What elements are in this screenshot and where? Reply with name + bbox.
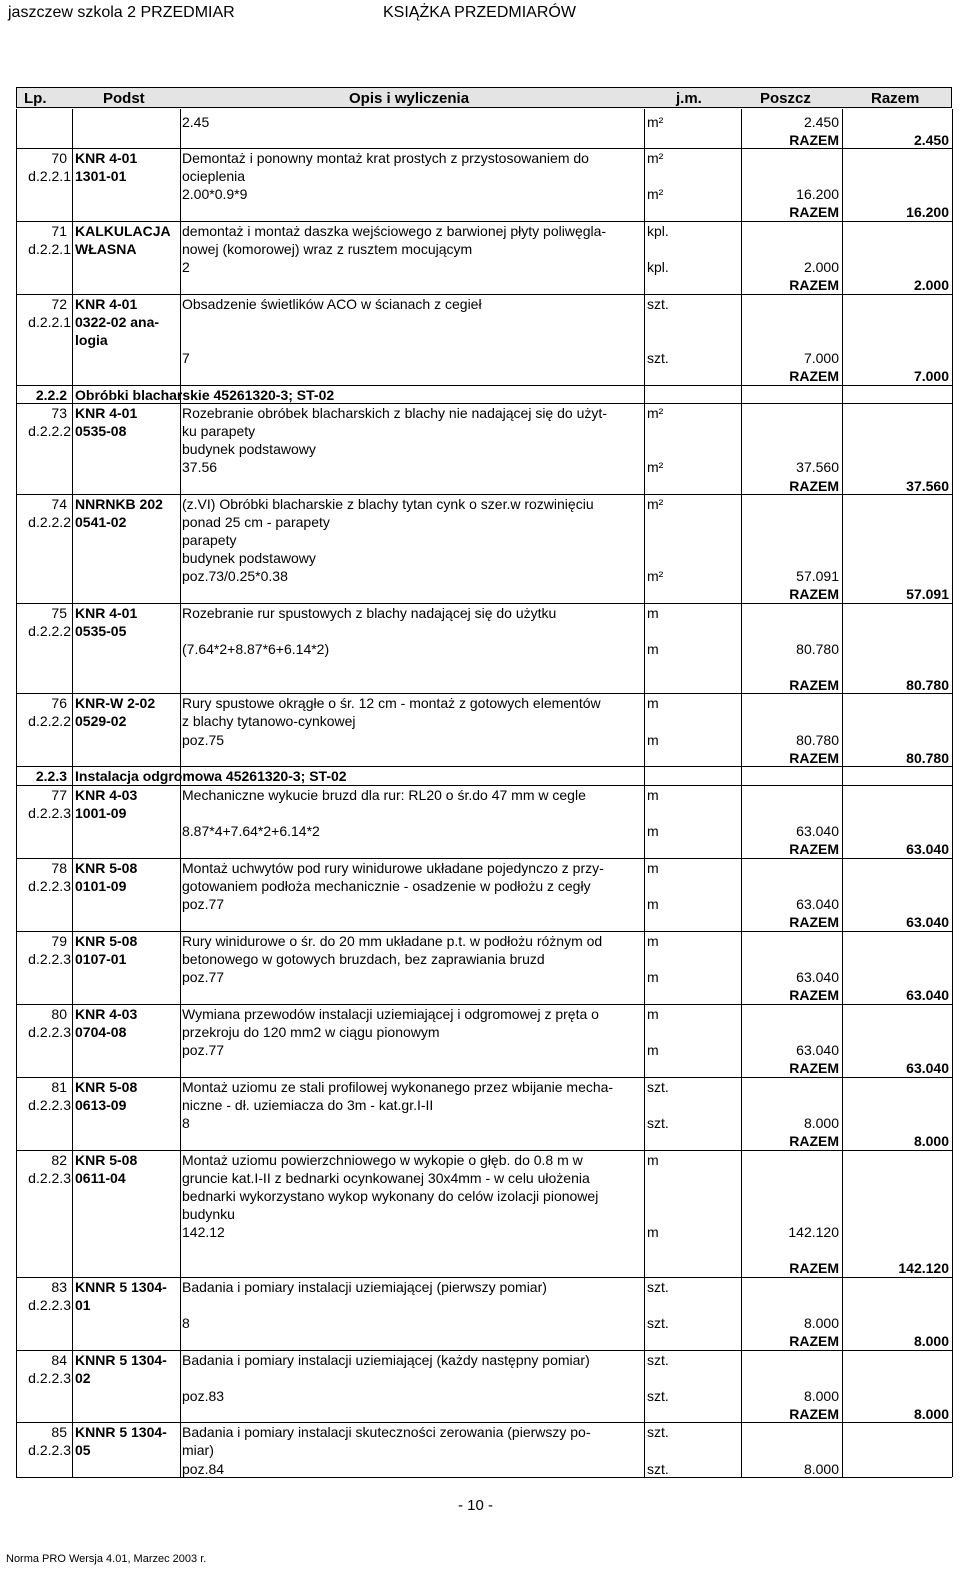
item-basis: KNNR 5 1304- [75,1424,167,1440]
item-unit: kpl. [647,223,669,239]
item-basis: KNR 4-01 [75,296,138,312]
item-description: ku parapety [182,423,256,439]
calc-unit: kpl. [647,259,669,275]
item-basis: KNR 4-03 [75,787,138,803]
item-code: d.2.2.2 [28,514,71,530]
calc-expression: poz.77 [182,896,225,912]
razem-label: RAZEM [789,1060,839,1076]
col-jm: j.m. [676,90,702,107]
calc-expression: 8 [182,1115,190,1131]
column-divider [741,109,742,1477]
col-razem: Razem [871,90,920,107]
item-code: d.2.2.3 [28,805,71,821]
item-description: gotowaniem podłoża mechanicznie - osadzenie w podłożu z cegły [182,878,591,894]
item-basis: 1001-09 [75,805,127,821]
razem-total: 37.560 [906,478,949,494]
item-description: Wymiana przewodów instalacji uziemiającej i odgromowej z pręta o [182,1006,599,1022]
document-header-company: jaszczew szkola 2 PRZEDMIAR [8,4,235,21]
item-description: Montaż uziomu powierzchniowego w wykopie o głęb. do 0.8 m w [182,1152,583,1168]
item-basis: 1301-01 [75,168,127,184]
razem-total: 63.040 [906,987,949,1003]
item-description: parapety [182,532,237,548]
calc-expression: poz.75 [182,732,225,748]
item-description: z blachy tytanowo-cynkowej [182,713,356,729]
table-bottom-border [16,1477,952,1478]
razem-label: RAZEM [789,1260,839,1276]
item-description: niczne - dł. uziemiacza do 3m - kat.gr.I-II [182,1097,434,1113]
calc-unit: m [647,896,659,912]
item-code: d.2.2.1 [28,241,71,257]
item-unit: szt. [647,1079,669,1095]
item-unit: m [647,1006,659,1022]
calc-value: 57.091 [796,568,839,584]
item-unit: m [647,933,659,949]
item-description: miar) [182,1442,214,1458]
calc-expression: (7.64*2+8.87*6+6.14*2) [182,641,330,657]
razem-label: RAZEM [789,1133,839,1149]
item-description: Rury winidurowe o śr. do 20 mm układane p.t. w podłożu różnym od [182,933,603,949]
item-unit: szt. [647,1352,669,1368]
item-description: (z.VI) Obróbki blacharskie z blachy tytan cynk o szer.w rozwinięciu [182,496,594,512]
item-unit: m² [647,496,664,512]
item-number: 83 [51,1279,67,1295]
razem-label: RAZEM [789,368,839,384]
calc-unit: szt. [647,1388,669,1404]
razem-total: 63.040 [906,1060,949,1076]
calc-expression: poz.84 [182,1461,225,1477]
calc-value: 80.780 [796,641,839,657]
item-number: 75 [51,605,67,621]
table-column-header [16,87,952,108]
item-basis: 0541-02 [75,514,127,530]
document-header-title: KSIĄŻKA PRZEDMIARÓW [383,4,576,21]
col-podst: Podst [103,90,145,107]
item-number: 80 [51,1006,67,1022]
item-basis: KALKULACJA [75,223,171,239]
calc-expression: poz.77 [182,1042,225,1058]
item-description: budynek podstawowy [182,550,316,566]
item-description: Rury spustowe okrągłe o śr. 12 cm - montaż z gotowych elementów [182,695,601,711]
section-title: Instalacja odgromowa 45261320-3; ST-02 [75,768,347,784]
item-number: 85 [51,1424,67,1440]
section-code: 2.2.2 [35,387,67,403]
calc-unit: m [647,641,659,657]
item-basis: 05 [75,1442,91,1458]
item-description: bednarki wykorzystano wykop wykonany do celów izolacji pionowej [182,1188,599,1204]
razem-total: 80.780 [906,750,949,766]
item-basis: logia [75,332,108,348]
item-basis: 02 [75,1370,91,1386]
calc-unit: m² [647,114,664,130]
razem-label: RAZEM [789,132,839,148]
razem-total: 8.000 [913,1133,949,1149]
item-unit: szt. [647,1279,669,1295]
razem-total: 2.000 [913,277,949,293]
calc-value: 80.780 [796,732,839,748]
item-unit: m [647,787,659,803]
item-basis: WŁASNA [75,241,137,257]
item-description: ponad 25 cm - parapety [182,514,330,530]
item-code: d.2.2.2 [28,713,71,729]
item-description: demontaż i montaż daszka wejściowego z barwionej płyty poliwęgla- [182,223,607,239]
item-unit: m² [647,150,664,166]
calc-unit: szt. [647,1315,669,1331]
item-basis: 0101-09 [75,878,127,894]
calc-value: 63.040 [796,896,839,912]
item-unit: m [647,1152,659,1168]
calc-value: 142.120 [788,1224,839,1240]
calc-expression: poz.77 [182,969,225,985]
razem-label: RAZEM [789,914,839,930]
calc-unit: m² [647,568,664,584]
item-description: betonowego w gotowych bruzdach, bez zaprawiania bruzd [182,951,545,967]
item-description: gruncie kat.I-II z bednarki ocynkowanej 30x4mm - w celu ułożenia [182,1170,590,1186]
razem-label: RAZEM [789,750,839,766]
calc-unit: m² [647,459,664,475]
column-divider [180,109,181,1477]
item-description: Demontaż i ponowny montaż krat prostych z przystosowaniem do [182,150,589,166]
item-number: 74 [51,496,67,512]
razem-label: RAZEM [789,1406,839,1422]
item-number: 84 [51,1352,67,1368]
item-basis: KNR 4-01 [75,150,138,166]
item-code: d.2.2.3 [28,1297,71,1313]
calc-expression: 8.87*4+7.64*2+6.14*2 [182,823,320,839]
item-number: 73 [51,405,67,421]
item-unit: szt. [647,1424,669,1440]
item-basis: 0535-08 [75,423,127,439]
calc-unit: szt. [647,350,669,366]
calc-unit: m [647,732,659,748]
item-basis: KNR 4-01 [75,605,138,621]
razem-total: 57.091 [906,586,949,602]
razem-total: 80.780 [906,677,949,693]
item-description: Rozebranie obróbek blacharskich z blachy nie nadającej się do użyt- [182,405,607,421]
col-poszcz: Poszcz [760,90,811,107]
item-code: d.2.2.3 [28,1370,71,1386]
item-number: 79 [51,933,67,949]
razem-total: 8.000 [913,1333,949,1349]
item-unit: m [647,605,659,621]
column-divider [644,109,645,1477]
calc-value: 63.040 [796,823,839,839]
item-basis: 01 [75,1297,91,1313]
item-number: 81 [51,1079,67,1095]
calc-expression: 8 [182,1315,190,1331]
item-number: 70 [51,150,67,166]
item-unit: m [647,695,659,711]
item-code: d.2.2.3 [28,951,71,967]
razem-label: RAZEM [789,1333,839,1349]
item-description: Badania i pomiary instalacji uziemiającej (każdy następny pomiar) [182,1352,590,1368]
razem-total: 63.040 [906,841,949,857]
item-number: 77 [51,787,67,803]
razem-label: RAZEM [789,841,839,857]
item-basis: 0613-09 [75,1097,127,1113]
calc-unit: m² [647,186,664,202]
calc-value: 2.000 [803,259,839,275]
calc-value: 37.560 [796,459,839,475]
razem-total: 8.000 [913,1406,949,1422]
item-basis: KNR-W 2-02 [75,695,156,711]
razem-total: 2.450 [913,132,949,148]
calc-unit: m [647,1224,659,1240]
item-code: d.2.2.3 [28,1170,71,1186]
item-unit: szt. [647,296,669,312]
razem-label: RAZEM [789,677,839,693]
item-basis: 0535-05 [75,623,127,639]
item-basis: 0107-01 [75,951,127,967]
calc-expression: 2 [182,259,190,275]
calc-unit: m [647,969,659,985]
calc-expression: 37.56 [182,459,218,475]
column-divider [72,109,73,1477]
section-code: 2.2.3 [35,768,67,784]
item-code: d.2.2.3 [28,878,71,894]
item-code: d.2.2.3 [28,1024,71,1040]
calc-expression: poz.83 [182,1388,225,1404]
calc-expression: 142.12 [182,1224,225,1240]
item-basis: 0529-02 [75,713,127,729]
item-basis: 0704-08 [75,1024,127,1040]
item-unit: m [647,860,659,876]
razem-total: 63.040 [906,914,949,930]
razem-total: 7.000 [913,368,949,384]
col-lp: Lp. [24,90,47,107]
calc-unit: m [647,1042,659,1058]
calc-value: 8.000 [803,1461,839,1477]
item-code: d.2.2.3 [28,1097,71,1113]
section-title: Obróbki blacharskie 45261320-3; ST-02 [75,387,335,403]
item-number: 82 [51,1152,67,1168]
calc-expression: 7 [182,350,190,366]
item-description: Montaż uziomu ze stali profilowej wykonanego przez wbijanie mecha- [182,1079,614,1095]
item-description: Badania i pomiary instalacji skuteczności zerowania (pierwszy po- [182,1424,591,1440]
item-code: d.2.2.1 [28,314,71,330]
calc-unit: m [647,823,659,839]
razem-label: RAZEM [789,586,839,602]
calc-expression: poz.73/0.25*0.38 [182,568,288,584]
column-divider [952,109,953,1477]
item-code: d.2.2.1 [28,168,71,184]
item-description: budynku [182,1206,235,1222]
razem-total: 16.200 [906,204,949,220]
item-basis: KNR 4-01 [75,405,138,421]
razem-label: RAZEM [789,204,839,220]
item-basis: 0611-04 [75,1170,126,1186]
calc-value: 63.040 [796,1042,839,1058]
item-description: Badania i pomiary instalacji uziemiającej (pierwszy pomiar) [182,1279,547,1295]
calc-value: 63.040 [796,969,839,985]
calc-value: 8.000 [803,1315,839,1331]
item-basis: KNR 5-08 [75,1152,138,1168]
item-basis: KNR 5-08 [75,860,138,876]
item-description: Montaż uchwytów pod rury winidurowe układane pojedynczo z przy- [182,860,604,876]
page-number: - 10 - [458,1497,494,1514]
item-description: nowej (komorowej) wraz z rusztem mocującym [182,241,473,257]
item-number: 78 [51,860,67,876]
item-description: budynek podstawowy [182,441,316,457]
item-basis: KNR 5-08 [75,933,138,949]
item-description: ocieplenia [182,168,246,184]
calc-value: 8.000 [803,1115,839,1131]
item-unit: m² [647,405,664,421]
item-basis: KNNR 5 1304- [75,1279,167,1295]
razem-label: RAZEM [789,277,839,293]
razem-label: RAZEM [789,987,839,1003]
item-code: d.2.2.2 [28,623,71,639]
item-number: 76 [51,695,67,711]
calc-expression: 2.45 [182,114,210,130]
razem-total: 142.120 [898,1260,949,1276]
item-basis: NNRNKB 202 [75,496,163,512]
calc-value: 8.000 [803,1388,839,1404]
item-basis: KNR 4-03 [75,1006,138,1022]
calc-value: 16.200 [796,186,839,202]
item-number: 72 [51,296,67,312]
item-basis: 0322-02 ana- [75,314,160,330]
item-description: Obsadzenie świetlików ACO w ścianach z cegieł [182,296,482,312]
calc-unit: szt. [647,1461,669,1477]
calc-expression: 2.00*0.9*9 [182,186,248,202]
item-description: Rozebranie rur spustowych z blachy nadającej się do użytku [182,605,557,621]
item-code: d.2.2.3 [28,1442,71,1458]
calc-unit: szt. [647,1115,669,1131]
item-basis: KNNR 5 1304- [75,1352,167,1368]
item-code: d.2.2.2 [28,423,71,439]
item-number: 71 [51,223,67,239]
item-description: Mechaniczne wykucie bruzd dla rur: RL20 o śr.do 47 mm w cegle [182,787,586,803]
calc-value: 2.450 [803,114,839,130]
col-opis: Opis i wyliczenia [349,90,470,107]
item-basis: KNR 5-08 [75,1079,138,1095]
calc-value: 7.000 [803,350,839,366]
column-divider [842,109,843,1477]
software-footer: Norma PRO Wersja 4.01, Marzec 2003 r. [6,1553,207,1565]
razem-label: RAZEM [789,478,839,494]
item-description: przekroju do 120 mm2 w ciągu pionowym [182,1024,440,1040]
